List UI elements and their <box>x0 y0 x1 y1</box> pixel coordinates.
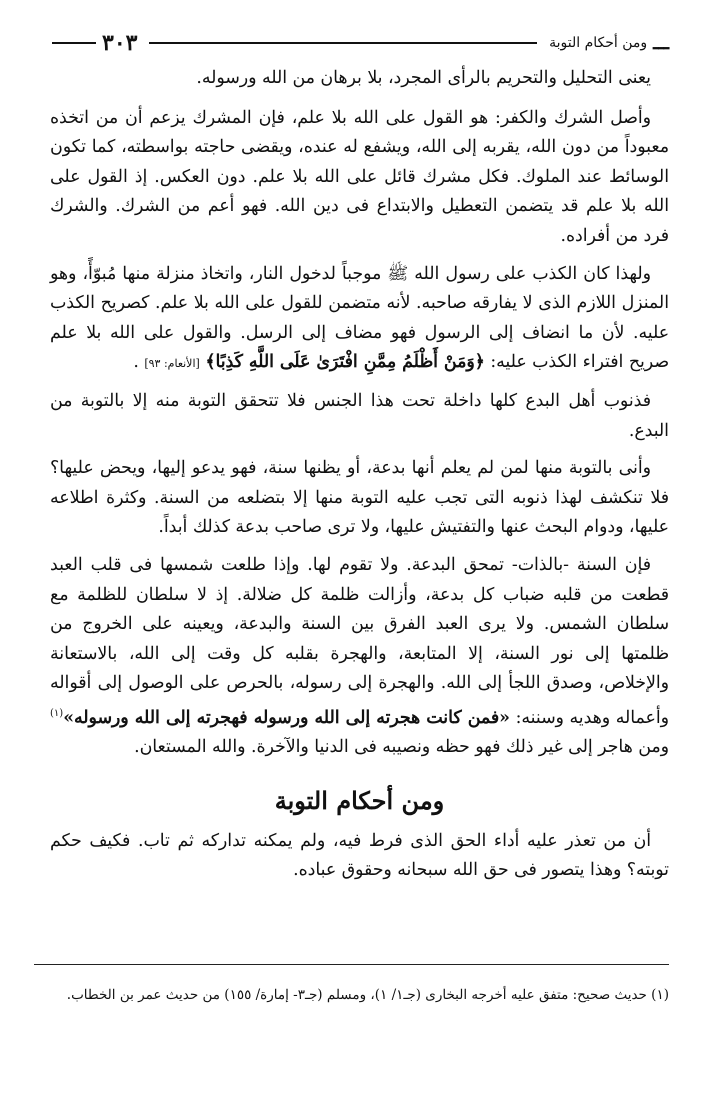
quran-verse: ﴿وَمَنْ أَظْلَمُ مِمَّنِ افْتَرَىٰ عَلَى اللَّهِ كَذِبًا﴾ <box>205 352 485 373</box>
paragraph-5: وأنى بالتوبة منها لمن لم يعلم أنها بدعة، أو يظنها سنة، فهو يدعو إليها، ويحض عليها؟ فلا تنكشف لهذا ذنوبه التى تجب عليه التوبة منها إلا بتضلعه من السنة. وكثرة اطلاعه عليها، ودوام البحث عنها والتفتيش عليها، ولا ترى صاحب بدعة كذلك أبداً. <box>50 458 669 538</box>
paragraph-6-end: ومن هاجر إلى غير ذلك فهو حظه ونصيبه فى الدنيا والآخرة. والله المستعان. <box>134 737 669 758</box>
section-heading: ومن أحكام التوبة <box>274 785 445 815</box>
footnote-marker: (١) <box>50 707 64 719</box>
paragraph-2: وأصل الشرك والكفر: هو القول على الله بلا علم، فإن المشرك يزعم أن من اتخذه معبوداً من دون الله، يقربه إلى الله، ويشفع له عنده، ويقضى حاجته بواسطته، كما تكون الوسائط عند الملوك. فكل مشرك قائل على الله بلا علم. دون العكس. إذ القول على الله بلا علم قد يتضمن التعطيل والابتداع فى دين الله. فهو أعم من الشرك. والشرك فرد من أفراده. <box>50 107 669 246</box>
paragraph-3: ولهذا كان الكذب على رسول الله ﷺ موجباً لدخول النار، واتخاذ منزلة منها مُبوّأً، وهو المنزل اللازم الذى لا يفارقه صاحبه. لأنه متضمن للقول على الله بلا علم. كصريح الكذب عليه. لأن ما انضاف إلى الرسول فهو مضاف إلى الرسل. والقول على الله بلا علم صريح افتراء الكذب عليه: ﴿وَمَنْ أَظْلَمُ مِمَّنِ افْتَرَىٰ عَلَى اللَّهِ كَذِبًا﴾ [الأنعام: ٩٣] . <box>50 263 669 373</box>
footnote-divider <box>34 964 669 965</box>
paragraph-4: فذنوب أهل البدع كلها داخلة تحت هذا الجنس فلا تتحقق التوبة منه إلا بالتوبة من البدع. <box>50 390 669 441</box>
page-body <box>50 64 669 886</box>
header-rule <box>149 42 537 44</box>
footnote: (١) حديث صحيح: متفق عليه أخرجه البخارى (جـ١/ ١)، ومسلم (جـ٣- إمارة/ ١٥٥) من حديث عمر بن الخطاب. <box>66 986 669 1003</box>
paragraph-1: يعنى التحليل والتحريم بالرأى المجرد، بلا برهان من الله ورسوله. <box>196 68 651 88</box>
header-dash: ـــ <box>653 32 669 54</box>
paragraph-6-text: فإن السنة -بالذات- تمحق البدعة. ولا تقوم لها. وإذا طلعت شمسها فى قلب العبد قطعت من قلبه ضباب كل بدعة، وأزالت ظلمة كل ضلالة. إذ لا سلطان للظلمة مع سلطان الشمس. ولا يرى العبد الفرق بين السنة والبدعة، ويعينه على الخروج من ظلمتها إلى نور السنة، إلا المتابعة، والهجرة بقلبه كل وقت إلى الله، بالاستعانة والإخلاص، وصدق اللجأ إلى الله. والهجرة إلى رسوله، بالحرص على الوصول إلى أقواله وأعماله وهديه وسننه: <box>50 554 669 728</box>
section-paragraph: أن من تعذر عليه أداء الحق الذى فرط فيه، ولم يمكنه تداركه ثم تاب. فكيف حكم توبته؟ وهذا يتصور فى حق الله سبحانه وحقوق عباده. <box>50 830 669 881</box>
quran-reference: [الأنعام: ٩٣] <box>144 357 200 371</box>
paragraph-3-text: ولهذا كان الكذب على رسول الله ﷺ موجباً لدخول النار، واتخاذ منزلة منها مُبوّأً، وهو المنزل اللازم الذى لا يفارقه صاحبه. لأنه متضمن للقول على الله بلا علم. كصريح الكذب عليه. لأن ما انضاف إلى الرسول فهو مضاف إلى الرسل. والقول على الله بلا علم صريح افتراء الكذب عليه: <box>50 263 669 373</box>
running-header <box>52 28 669 58</box>
paragraph-6 <box>50 551 669 763</box>
header-section-title: ومن أحكام التوبة <box>549 35 648 51</box>
page-number: ٣٠٣ <box>102 30 138 56</box>
header-end-rule <box>52 42 96 44</box>
hadith-quote: «فمن كانت هجرته إلى الله ورسوله فهجرته إلى الله ورسوله» <box>63 707 510 728</box>
